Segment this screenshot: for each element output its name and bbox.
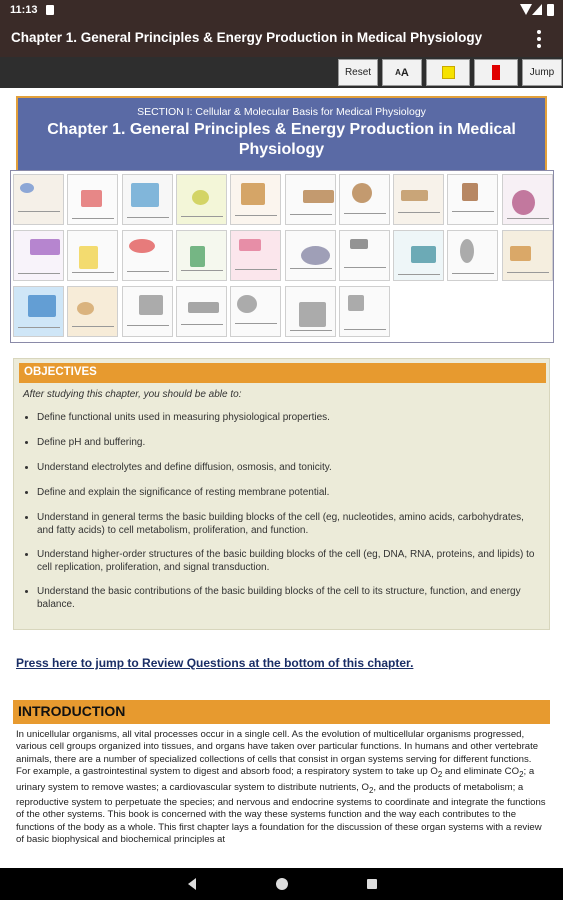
- figure-line-icon: [127, 271, 169, 272]
- chapter-header-box: [16, 96, 547, 172]
- chain-figure-icon: [462, 183, 478, 201]
- font-size-large-a: A: [400, 66, 409, 79]
- bullet-icon: [25, 516, 28, 519]
- red-swatch-icon: [492, 65, 500, 80]
- figure-line-icon: [507, 272, 549, 273]
- figure-thumbnail[interactable]: [285, 286, 336, 337]
- objective-text: Understand in general terms the basic building blocks of the cell (eg, nucleotides, amino acids, carbohydrates, and fatty acids) to cell metabolism, proliferation, and function.: [37, 512, 524, 536]
- intro-subscript: 2: [368, 785, 374, 795]
- objectives-header: OBJECTIVES: [19, 363, 546, 383]
- figure-line-icon: [290, 214, 332, 215]
- wifi-icon: [520, 4, 532, 15]
- sd-card-icon: [46, 5, 54, 15]
- network-figure-icon: [28, 295, 56, 317]
- figure-line-icon: [344, 329, 386, 330]
- chapter-content[interactable]: [0, 88, 563, 868]
- graph-figure-icon: [460, 239, 474, 263]
- app-bar-title: Chapter 1. General Principles & Energy Production in Medical Physiology: [11, 30, 483, 45]
- figure-line-icon: [398, 212, 440, 213]
- bullet-icon: [25, 590, 28, 593]
- flow-figure-icon: [139, 295, 163, 315]
- reader-toolbar: [0, 57, 563, 88]
- figure-gallery: [10, 170, 554, 343]
- protein-figure-icon: [411, 246, 436, 263]
- figure-thumbnail[interactable]: [122, 286, 173, 337]
- figure-thumbnail[interactable]: [122, 230, 173, 281]
- introduction-text: [16, 729, 546, 846]
- figure-line-icon: [398, 274, 440, 275]
- figure-line-icon: [18, 327, 60, 328]
- figure-line-icon: [235, 269, 277, 270]
- objectives-box: [13, 358, 550, 630]
- figure-line-icon: [127, 325, 169, 326]
- bullet-icon: [25, 553, 28, 556]
- molecule-figure-icon: [352, 183, 372, 203]
- jump-button[interactable]: [522, 59, 562, 86]
- graph-figure-icon: [348, 295, 364, 311]
- section-label: SECTION I: Cellular & Molecular Basis for Medical Physiology: [137, 106, 426, 118]
- review-questions-link[interactable]: Press here to jump to Review Questions at the bottom of this chapter.: [16, 656, 414, 670]
- figure-line-icon: [127, 217, 169, 218]
- figure-line-icon: [290, 330, 332, 331]
- figure-line-icon: [507, 218, 549, 219]
- red-highlight-button[interactable]: [474, 59, 518, 86]
- figure-thumbnail[interactable]: [230, 174, 281, 225]
- objective-item: [23, 511, 538, 537]
- yellow-swatch-icon: [442, 66, 455, 79]
- figure-thumbnail[interactable]: [230, 286, 281, 337]
- font-size-button[interactable]: [382, 59, 422, 86]
- intro-text-part: and eliminate CO: [442, 766, 520, 778]
- beaker-figure-icon: [131, 183, 159, 207]
- cycle-figure-icon: [129, 239, 155, 253]
- figure-line-icon: [18, 211, 60, 212]
- objective-item: [23, 548, 538, 574]
- figure-line-icon: [72, 272, 114, 273]
- figure-thumbnail[interactable]: [393, 230, 444, 281]
- helix-figure-icon: [512, 190, 535, 215]
- figure-line-icon: [452, 273, 494, 274]
- figure-thumbnail[interactable]: [176, 230, 227, 281]
- molecule-figure-icon: [303, 190, 334, 203]
- figure-thumbnail[interactable]: [339, 174, 390, 225]
- figure-thumbnail[interactable]: [230, 230, 281, 281]
- objective-item: [23, 461, 538, 474]
- figure-line-icon: [344, 267, 386, 268]
- objectives-list: [23, 411, 538, 611]
- figure-thumbnail[interactable]: [67, 174, 118, 225]
- bullet-icon: [25, 466, 28, 469]
- figure-thumbnail[interactable]: [13, 230, 64, 281]
- objective-text: Understand electrolytes and define diffusion, osmosis, and tonicity.: [37, 462, 332, 473]
- pathway-figure-icon: [190, 246, 205, 267]
- reset-button[interactable]: [338, 59, 378, 86]
- figure-line-icon: [181, 270, 223, 271]
- figure-line-icon: [344, 213, 386, 214]
- figure-thumbnail[interactable]: [67, 286, 118, 337]
- figure-thumbnail[interactable]: [13, 174, 64, 225]
- introduction-header: INTRODUCTION: [13, 700, 550, 724]
- objective-item: [23, 486, 538, 499]
- figure-thumbnail[interactable]: [176, 174, 227, 225]
- objective-text: Understand higher-order structures of the basic building blocks of the cell (eg, DNA, RNA, proteins, and lipids) to cell replication, proliferation, and signal transduction.: [37, 549, 535, 573]
- graph-figure-icon: [81, 190, 102, 207]
- jump-button-label: Jump: [529, 67, 555, 78]
- figure-thumbnail[interactable]: [393, 174, 444, 225]
- font-size-small-a: A: [395, 68, 401, 77]
- bar-diagram-figure-icon: [20, 183, 34, 193]
- figure-thumbnail[interactable]: [13, 286, 64, 337]
- figure-line-icon: [72, 326, 114, 327]
- figure-thumbnail[interactable]: [122, 174, 173, 225]
- table-figure-icon: [301, 246, 330, 265]
- objective-item: [23, 411, 538, 424]
- flow-figure-icon: [79, 246, 98, 269]
- back-icon[interactable]: [188, 878, 196, 890]
- figure-thumbnail[interactable]: [447, 230, 498, 281]
- bullet-icon: [25, 441, 28, 444]
- intro-text-part: ; a urinary system to remove wastes; a cardiovascular system to distribute nutrients, O: [16, 766, 535, 793]
- objective-text: Understand the basic contributions of the basic building blocks of the cell to its structure, function, and energy balance.: [37, 586, 521, 610]
- molecule-figure-icon: [401, 190, 428, 201]
- figure-thumbnail[interactable]: [67, 230, 118, 281]
- objective-text: Define and explain the significance of resting membrane potential.: [37, 487, 330, 498]
- figure-line-icon: [452, 211, 494, 212]
- flow-figure-icon: [188, 302, 219, 313]
- figure-line-icon: [18, 273, 60, 274]
- objective-item: [23, 585, 538, 611]
- status-bar: [0, 0, 563, 20]
- objectives-intro: After studying this chapter, you should be able to:: [23, 389, 242, 400]
- figure-thumbnail[interactable]: [285, 174, 336, 225]
- objective-text: Define functional units used in measuring physiological properties.: [37, 412, 330, 423]
- recents-icon[interactable]: [367, 879, 377, 889]
- arrow-figure-icon: [350, 239, 368, 249]
- figure-thumbnail[interactable]: [176, 286, 227, 337]
- cell-figure-icon: [239, 239, 261, 251]
- reset-button-label: Reset: [344, 67, 372, 78]
- system-nav-bar: [0, 868, 563, 900]
- intro-text-part: In unicellular organisms, all vital processes occur in a single cell. As the evolution of multicellular organisms progressed, various cell groups organized into tissues, and organs have taken over particular functions. In humans and other vertebrate animals, there are a number of specialized collections of cells that consist in organ systems serving for different functions. For example, a gastrointestinal system to digest and absorb food; a respiratory system to take up O: [16, 729, 539, 778]
- signal-icon: [532, 4, 542, 15]
- intro-text-part: , and the products of metabolism; a reproductive system to perpetuate the species; and nervous and endocrine systems to coordinate and integrate the functions of the other systems. This book is concerned with the way these systems function and the way each contributes to the functions of the body as a whole. This first chapter lays a foundation for the discussion of these organ systems with a review of basic biophysical and biochemical principles at: [16, 781, 546, 846]
- organelle-figure-icon: [510, 246, 531, 261]
- dna-figure-icon: [30, 239, 60, 255]
- figure-line-icon: [235, 215, 277, 216]
- molecule-figure-icon: [241, 183, 265, 205]
- membrane-figure-icon: [192, 190, 209, 205]
- status-time: 11:13: [10, 4, 38, 16]
- figure-line-icon: [290, 268, 332, 269]
- bullet-icon: [25, 491, 28, 494]
- app-bar: [0, 20, 563, 57]
- figure-line-icon: [181, 216, 223, 217]
- objective-item: [23, 436, 538, 449]
- figure-thumbnail[interactable]: [502, 230, 553, 281]
- yellow-highlight-button[interactable]: [426, 59, 470, 86]
- chapter-title: Chapter 1. General Principles & Energy Production in Medical Physiology: [47, 121, 516, 158]
- intro-subscript: 2: [519, 770, 524, 780]
- battery-icon: [547, 4, 554, 16]
- figure-line-icon: [181, 324, 223, 325]
- bullet-icon: [25, 416, 28, 419]
- figure-thumbnail[interactable]: [502, 174, 553, 225]
- objective-text: Define pH and buffering.: [37, 437, 146, 448]
- intro-subscript: 2: [437, 770, 443, 780]
- figure-thumbnail[interactable]: [285, 230, 336, 281]
- home-icon[interactable]: [276, 878, 288, 890]
- figure-thumbnail[interactable]: [339, 286, 390, 337]
- figure-thumbnail[interactable]: [339, 230, 390, 281]
- tissue-figure-icon: [77, 302, 94, 315]
- figure-thumbnail[interactable]: [447, 174, 498, 225]
- graph-figure-icon: [299, 302, 326, 327]
- graph-figure-icon: [237, 295, 257, 313]
- overflow-menu-icon[interactable]: [532, 28, 546, 50]
- figure-line-icon: [72, 218, 114, 219]
- figure-line-icon: [235, 323, 277, 324]
